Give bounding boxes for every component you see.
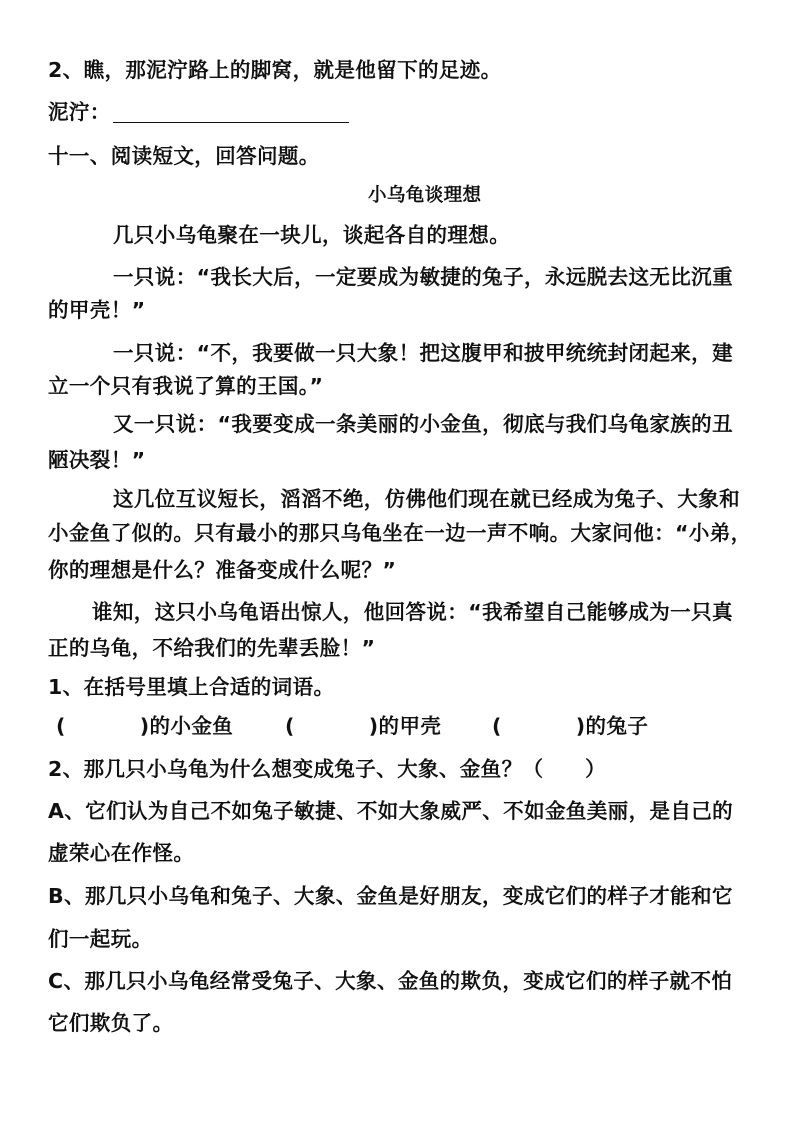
option-a-line-2: 虚荣心在作怪。	[48, 841, 195, 865]
blank-3-open-paren: (	[492, 714, 502, 738]
nining-answer-row	[48, 98, 349, 126]
passage-paragraph-6-line-2: 正的乌龟，不给我们的先辈丢脸！”	[48, 636, 376, 660]
nining-label: 泥泞：	[48, 100, 111, 124]
passage-paragraph-1: 几只小乌龟聚在一块儿，谈起各自的理想。	[113, 223, 511, 247]
blank-1-close-text: )的小金鱼	[139, 714, 234, 738]
question-2-prompt: 2、那几只小乌龟为什么想变成兔子、大象、金鱼？（ ）	[48, 757, 607, 781]
fill-in-blank-1	[56, 712, 233, 740]
passage-paragraph-5-line-1: 这几位互议短长，滔滔不绝，仿佛他们现在就已经成为兔子、大象和	[113, 487, 740, 511]
passage-paragraph-3-line-1: 一只说：“不，我要做一只大象！把这腹甲和披甲统统封闭起来，建	[113, 341, 733, 365]
passage-paragraph-5-line-2: 小金鱼了似的。只有最小的那只乌龟坐在一边一声不响。大家问他：“小弟，	[48, 521, 752, 545]
passage-title: 小乌龟谈理想	[368, 185, 482, 206]
section-11-heading: 十一、阅读短文，回答问题。	[48, 144, 320, 168]
option-c-line-2: 它们欺负了。	[48, 1011, 174, 1035]
blank-1-open-paren: (	[56, 714, 66, 738]
fill-in-blank-3	[492, 712, 648, 740]
option-b-line-1: B、那几只小乌龟和兔子、大象、金鱼是好朋友，变成它们的样子才能和它	[48, 884, 733, 908]
blank-3-close-text: )的兔子	[575, 714, 649, 738]
blank-2-open-paren: (	[285, 714, 295, 738]
passage-paragraph-4-line-1: 又一只说：“我要变成一条美丽的小金鱼，彻底与我们乌龟家族的丑	[113, 412, 733, 436]
option-c-line-1: C、那几只小乌龟经常受兔子、大象、金鱼的欺负，变成它们的样子就不怕	[48, 969, 733, 993]
passage-paragraph-4-line-2: 陋决裂！”	[48, 448, 146, 472]
passage-paragraph-6-line-1: 谁知，这只小乌龟语出惊人，他回答说：“我希望自己能够成为一只真	[92, 600, 733, 624]
blank-2-close-text: )的甲壳	[368, 714, 442, 738]
question-1-prompt: 1、在括号里填上合适的词语。	[48, 675, 335, 699]
nining-answer-line[interactable]	[113, 100, 349, 123]
option-a-line-1: A、它们认为自己不如兔子敏捷、不如大象威严、不如金鱼美丽，是自己的	[48, 799, 734, 823]
passage-paragraph-3-line-2: 立一个只有我说了算的王国。”	[48, 374, 324, 398]
fill-in-blank-2	[285, 712, 441, 740]
passage-paragraph-2-line-1: 一只说：“我长大后，一定要成为敏捷的兔子，永远脱去这无比沉重	[113, 265, 733, 289]
passage-paragraph-5-line-3: 你的理想是什么？准备变成什么呢？”	[48, 558, 397, 582]
question-2-sentence: 2、瞧，那泥泞路上的脚窝，就是他留下的足迹。	[48, 58, 502, 82]
passage-paragraph-2-line-2: 的甲壳！”	[48, 298, 146, 322]
option-b-line-2: 们一起玩。	[48, 927, 153, 951]
